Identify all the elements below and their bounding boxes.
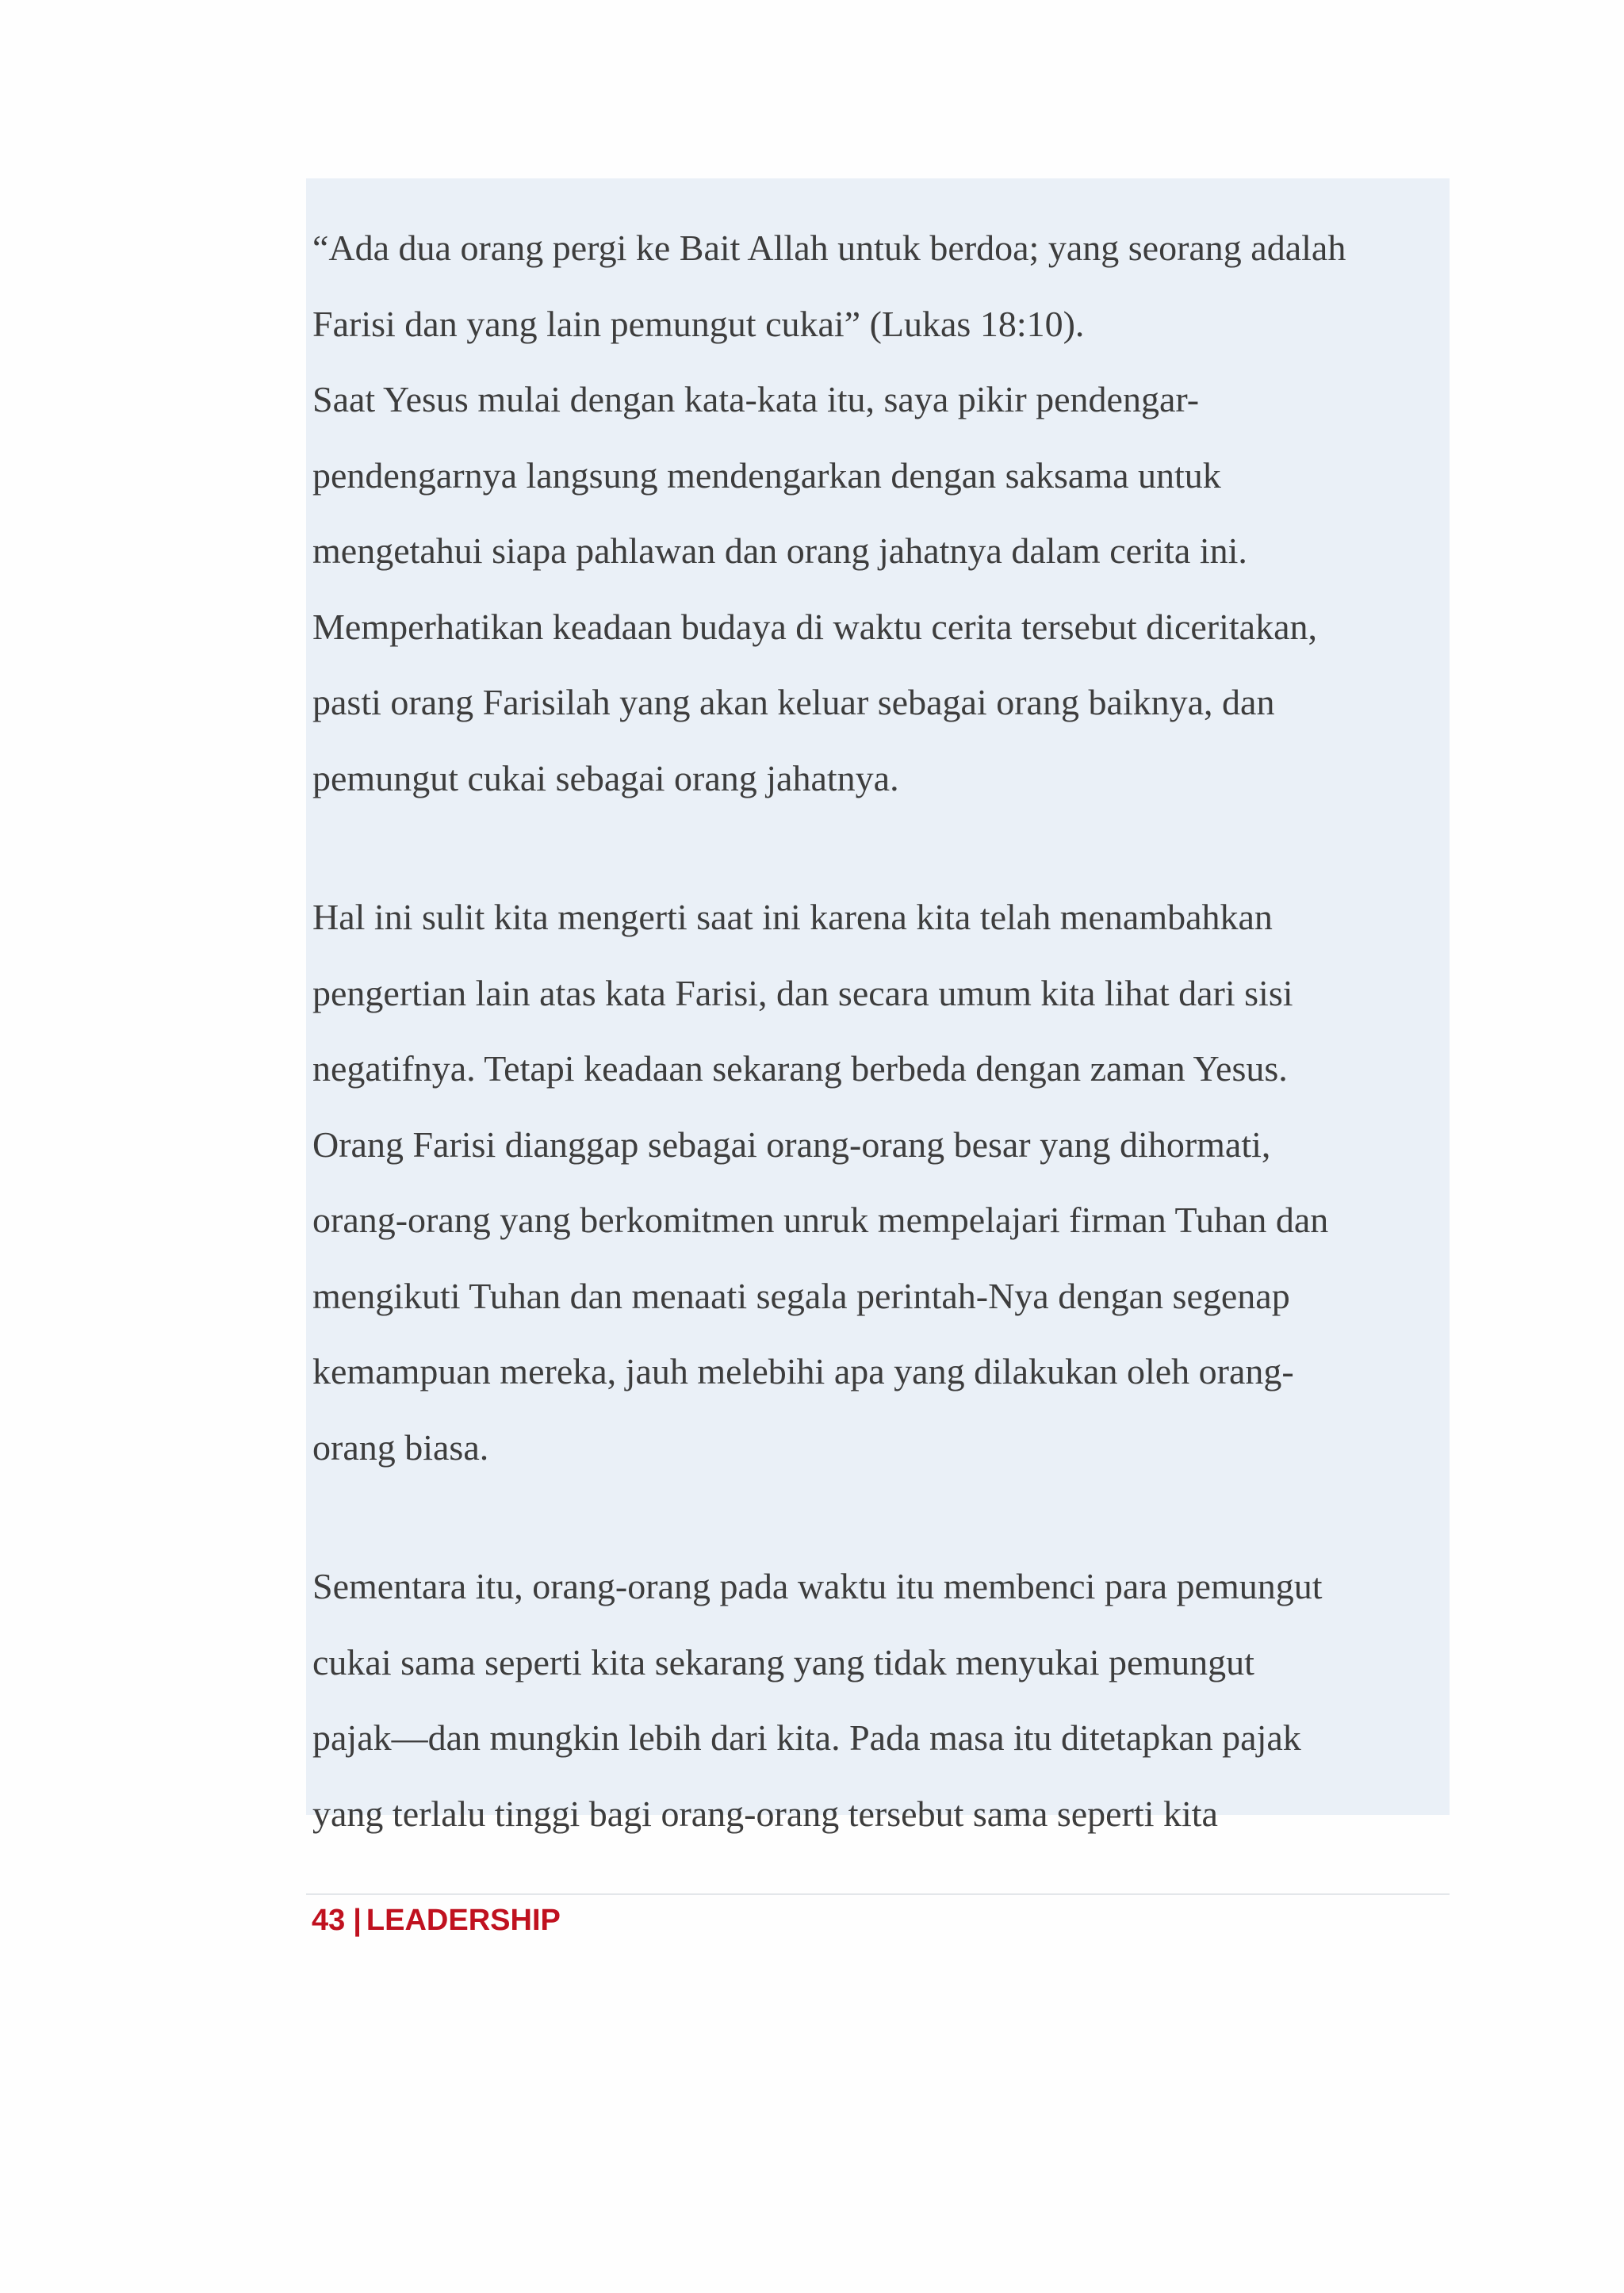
text-line: pemungut cukai sebagai orang jahatnya.	[312, 757, 899, 798]
highlighted-text-block	[306, 178, 1450, 1834]
text-line: Sementara itu, orang-orang pada waktu itu membenci para pemungut	[312, 1566, 1323, 1606]
paragraph-2	[312, 879, 1450, 1485]
text-line: mengikuti Tuhan dan menaati segala perintah-Nya dengan segenap	[312, 1275, 1290, 1316]
text-line: pendengarnya langsung mendengarkan dengan saksama untuk	[312, 454, 1221, 496]
page-footer	[312, 1897, 561, 1944]
text-line: cukai sama seperti kita sekarang yang tidak menyukai pemungut	[312, 1641, 1254, 1682]
text-line: negatifnya. Tetapi keadaan sekarang berbeda dengan zaman Yesus.	[312, 1048, 1288, 1089]
text-line: Saat Yesus mulai dengan kata-kata itu, saya pikir pendengar-	[312, 379, 1200, 419]
paragraph-1	[312, 210, 1450, 816]
paragraph-spacer	[312, 816, 1450, 879]
text-line: Orang Farisi dianggap sebagai orang-orang besar yang dihormati,	[312, 1124, 1271, 1165]
text-line: “Ada dua orang pergi ke Bait Allah untuk berdoa; yang seorang adalah	[312, 228, 1346, 268]
page-number: 43	[312, 1904, 346, 1937]
footer-separator: |	[353, 1904, 362, 1937]
text-line: Farisi dan yang lain pemungut cukai” (Lukas 18:10).	[312, 303, 1085, 344]
text-line: pajak—dan mungkin lebih dari kita. Pada masa itu ditetapkan pajak	[312, 1717, 1301, 1758]
text-line: pasti orang Farisilah yang akan keluar sebagai orang baiknya, dan	[312, 682, 1275, 722]
text-line: orang-orang yang berkomitmen unruk mempelajari firman Tuhan dan	[312, 1200, 1329, 1240]
text-line: yang terlalu tinggi bagi orang-orang tersebut sama seperti kita	[312, 1793, 1218, 1834]
text-line: orang biasa.	[312, 1426, 489, 1468]
paragraph-3	[312, 1548, 1450, 1851]
text-line: pengertian lain atas kata Farisi, dan secara umum kita lihat dari sisi	[312, 972, 1293, 1013]
footer-divider	[306, 1893, 1450, 1895]
text-line: Memperhatikan keadaan budaya di waktu cerita tersebut diceritakan,	[312, 606, 1317, 647]
text-line: Hal ini sulit kita mengerti saat ini karena kita telah menambahkan	[312, 897, 1273, 937]
section-title: LEADERSHIP	[366, 1904, 561, 1937]
text-line: kemampuan mereka, jauh melebihi apa yang dilakukan oleh orang-	[312, 1351, 1294, 1391]
text-line: mengetahui siapa pahlawan dan orang jahatnya dalam cerita ini.	[312, 530, 1247, 571]
paragraph-spacer	[312, 1485, 1450, 1548]
